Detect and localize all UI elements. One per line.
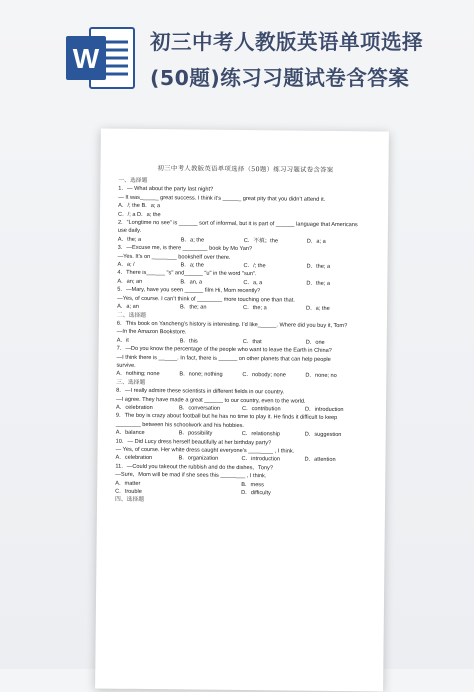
answer-option: B．an, a (180, 279, 203, 286)
answer-option: A．balance (115, 429, 145, 437)
answer-option: B．mess (241, 481, 264, 488)
section-heading: 三、选择题 (116, 379, 146, 386)
answer-option: C．nobody; none (242, 372, 286, 379)
question-line: 1．— What about the party last night? (118, 186, 214, 194)
question-line: 2．“Longtime no see” is ______ sort of informal, but it is part of ______ language that Americans (117, 219, 358, 229)
question-line: —I think there is ______. In fact, there is ______ on other planets that can help people (116, 354, 331, 363)
answer-option: A．it (116, 337, 129, 344)
answer-option: D．introduction (304, 406, 344, 414)
answer-option: B．possibility (178, 430, 213, 437)
answer-option: C．不填；the (243, 237, 279, 245)
answer-option: B．the; an (180, 304, 207, 311)
answer-option: A．celebration (115, 404, 153, 412)
answer-option: D．suggestion (304, 431, 342, 439)
answer-option: D．the; a (306, 263, 331, 270)
answer-option: D．attention (304, 457, 336, 464)
answer-option: A．nothing; none (116, 371, 160, 378)
question-line: —Yes. It’s on ________ bookshelf over there. (117, 253, 231, 261)
question-line: survive. (116, 362, 136, 369)
answer-option: A．matter (115, 480, 141, 487)
answer-option: B．none; nothing (179, 371, 223, 379)
logo-letter: W (72, 43, 100, 74)
answer-option: D．none; no (305, 373, 337, 380)
answer-option: D．the; a (306, 280, 330, 287)
question-line: — Yes, of course. Her white dress caught everyone’s ________ , I think. (115, 446, 295, 455)
question-line: — It was______ great success. I think it’s ______ great pity that you didn’t attend it. (118, 194, 326, 203)
answer-option: A．a; / (117, 261, 135, 268)
answer-option: C．trouble (115, 488, 142, 495)
question-line: —Yes, of course. I can’t think of ________ more touching one than that. (117, 295, 295, 304)
question-line: 4．There is______ "s" and______ "u" in the word "sun". (117, 270, 257, 278)
answer-option: C．contribution (241, 405, 281, 413)
answer-option: C．that (242, 338, 262, 345)
question-line: use daily. (117, 228, 142, 235)
question-line: —I agree. They have made a great ______ to our country, even to the world. (116, 396, 306, 405)
question-line: 6．This book on Yancheng’s history is interesting. I’d like______. Where did you buy it, Tom? (116, 320, 348, 330)
section-heading: 一、选择题 (118, 177, 148, 184)
answer-option: C．a, a (243, 279, 263, 287)
title-line-2: (50题)练习习题试卷含答案 (150, 66, 410, 90)
section-heading: 四、选择题 (115, 497, 145, 504)
question-line: 8．—I really admire these scientists in different fields in our country. (116, 387, 285, 396)
question-line: —In the Amazon Bookstore. (116, 328, 187, 336)
answer-option: D．difficulty (241, 490, 271, 497)
title-line-1: 初三中考人教版英语单项选择 (150, 30, 423, 54)
document-preview[interactable] (95, 129, 389, 692)
answer-option: C．relationship (241, 431, 281, 438)
answer-option: B．a; the (180, 262, 204, 269)
document-title: 初三中考人教版英语单项选择（50题）练习习题试卷含答案 (157, 164, 334, 174)
word-document-icon (62, 22, 138, 94)
answer-option: B．a; the (180, 237, 205, 244)
document-body (115, 163, 373, 507)
page-title (150, 24, 460, 96)
answer-option: D．one (305, 339, 325, 346)
question-line: 10．— Did Lucy dress herself beautifully at her birthday party? (115, 438, 272, 446)
question-line: —Sure，Mom will be mad if she sees this ________ , I think. (115, 471, 267, 480)
answer-option: B．conversation (178, 405, 221, 412)
question-line: 5．—Mary, have you seen ______ film Hi, Mom recently? (117, 286, 261, 295)
question-line: 11．—Could you takeout the rubbish and do the dishes，Tony? (115, 463, 273, 472)
answer-option: A．celebration (115, 455, 153, 462)
answer-option: C．introduction (241, 456, 281, 463)
question-line: 9．The boy is crazy about football but he has no time to play it. He finds it difficult to keep (115, 413, 338, 422)
question-line: 7．—Do you know the percentage of the people who want to leave the Earth in China? (116, 345, 332, 355)
question-line: C．/; a D．a; the (118, 211, 161, 218)
answer-option: D．a; a (306, 238, 326, 245)
question-line: 3．—Excuse me, is there ________ book by Mo Yan? (117, 244, 253, 253)
question-line: ________ between his schoolwork and his hobbies. (115, 421, 244, 429)
answer-option: B．organization (178, 455, 219, 463)
answer-option: A．a; an (117, 303, 139, 311)
answer-option: D．a; the (306, 305, 330, 313)
answer-option: C．/; the (243, 263, 266, 270)
answer-option: C．the; a (243, 305, 267, 312)
answer-option: B．this (179, 338, 198, 345)
document-lines (115, 177, 372, 507)
answer-option: A．an; an (117, 278, 143, 285)
question-line: A．/; the B．a; a (118, 202, 161, 210)
section-heading: 二、选择题 (116, 312, 147, 319)
answer-option: A．the; a (117, 236, 142, 243)
